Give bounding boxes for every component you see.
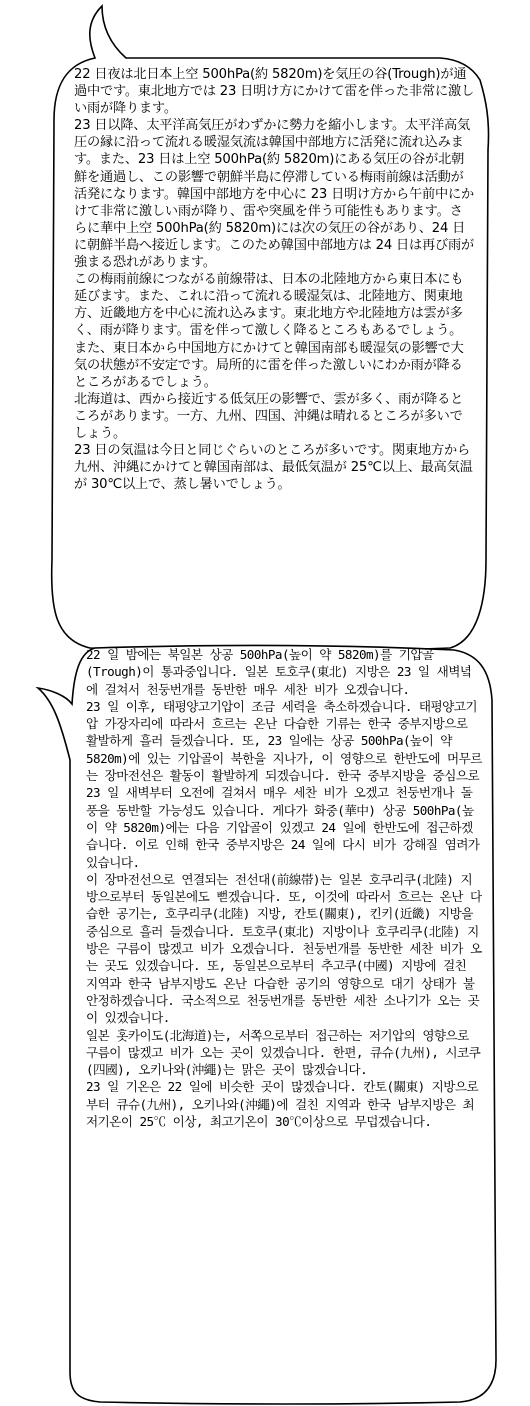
jp-paragraph-2: 23 日以降、太平洋高気圧がわずかに勢力を縮小します。太平洋高気圧の縁に沿って流れる暖湿気流は韓国中部地方に活発に流れ込みます。また、23 日は上空 500hPa(約 5820m)にある気圧の谷が北朝鮮を通過し、この影響で朝鮮半島に停滞している梅雨前線は活動が活発になります。韓国中部地方を中心に 23 日明け方から午前中にかけて非常に激しい雨が降り、雷や突風を伴う可能性もあります。さらに華中上空 500hPa(約 5820m)には次の気圧の谷があり、24 日に朝鮮半島へ接近します。このため韓国中部地方は 24 日は再び雨が強まる恐れがあります。 (74, 118, 474, 271)
korean-forecast-text (86, 646, 482, 1130)
jp-paragraph-1: 22 日夜は北日本上空 500hPa(約 5820m)を気圧の谷(Trough)が通過中です。東北地方では 23 日明け方にかけて雷を伴った非常に激しい雨が降ります。 (74, 67, 474, 117)
kr-paragraph-4: 일본 홋카이도(北海道)는, 서쪽으로부터 접근하는 저기압의 영향으로 구름이 많겠고 비가 오는 곳이 있겠습니다. 한편, 큐슈(九州), 시코쿠(四國), 오키나와(沖繩)는 맑은 곳이 많겠습니다. (86, 1027, 481, 1078)
jp-paragraph-4: 北海道は、西から接近する低気圧の影響で、雲が多く、雨が降るところがあります。一方、九州、四国、沖縄は晴れるところが多いでしょう。 (74, 391, 464, 441)
jp-paragraph-3: この梅雨前線につながる前線帯は、日本の北陸地方から東日本にも延びます。また、これに沿って流れる暖湿気は、北陸地方、関東地方、近畿地方を中心に流れ込みます。東北地方や北陸地方は雲が多く、雨が降ります。雷を伴って激しく降るところもあるでしょう。また、東日本から中国地方にかけてと韓国南部も暖湿気の影響で大気の状態が不安定です。局所的に雷を伴った激しいにわか雨が降るところがあるでしょう。 (74, 272, 464, 390)
japanese-forecast-text (74, 66, 474, 493)
kr-paragraph-1: 22 일 밤에는 북일본 상공 500hPa(높이 약 5820m)를 기압골(Trough)이 통과중입니다. 일본 토호쿠(東北) 지방은 23 일 새벽녘에 걸쳐서 천둥번개를 동반한 매우 세찬 비가 오겠습니다. (86, 647, 472, 697)
kr-paragraph-2: 23 일 이후, 태평양고기압이 조금 세력을 축소하겠습니다. 태평양고기압 가장자리에 따라서 흐르는 온난 다습한 기류는 한국 중부지방으로 활발하게 흘러 들겠습니다. 또, 23 일에는 상공 500hPa(높이 약 5820m)에 있는 기압골이 북한을 지나가, 이 영향으로 한반도에 머무르는 장마전선은 활동이 활발하게 되겠습니다. 한국 중부지방을 중심으로 23 일 새벽부터 오전에 걸쳐서 매우 세찬 비가 오겠고 천둥번개나 돌풍을 동반할 가능성도 있습니다. 게다가 화중(華中) 상공 500hPa(높이 약 5820m)에는 다음 기압골이 있겠고 24 일에 한반도에 접근하겠습니다. 이로 인해 한국 중부지방은 24 일에 다시 비가 강해질 염려가 있습니다. (86, 698, 482, 870)
jp-paragraph-5: 23 日の気温は今日と同じぐらいのところが多いです。関東地方から九州、沖縄にかけてと韓国南部は、最低気温が 25℃以上、最高気温が 30℃以上で、蒸し暑いでしょう。 (74, 443, 473, 493)
kr-paragraph-5: 23 일 기온은 22 일에 비슷한 곳이 많겠습니다. 칸토(關東) 지방으로부터 큐슈(九州), 오키나와(沖繩)에 걸친 지역과 한국 남부지방은 최저기온이 25℃ 이상, 최고기온이 30℃이상으로 무덥겠습니다. (86, 1079, 479, 1130)
kr-paragraph-3: 이 장마전선으로 연결되는 전선대(前線帯)는 일본 호쿠리쿠(北陸) 지방으로부터 동일본에도 뻗겠습니다. 또, 이것에 따라서 흐르는 온난 다습한 공기는, 호쿠리쿠(北陸) 지방, 칸토(關東), 킨키(近畿) 지방을 중심으로 흘러 들겠습니다. 토호쿠(東北) 지방이나 호쿠리쿠(北陸) 지방은 구름이 많겠고 비가 오겠습니다. 천둥번개를 동반한 세찬 비가 오는 곳도 있겠습니다. 또, 동일본으로부터 추고쿠(中國) 지방에 걸친 지역과 한국 남부지방도 온난 다습한 공기의 영향으로 대기 상태가 불안정하겠습니다. 국소적으로 천둥번개를 동반한 세찬 소나기가 오는 곳이 있겠습니다. (86, 871, 482, 1026)
